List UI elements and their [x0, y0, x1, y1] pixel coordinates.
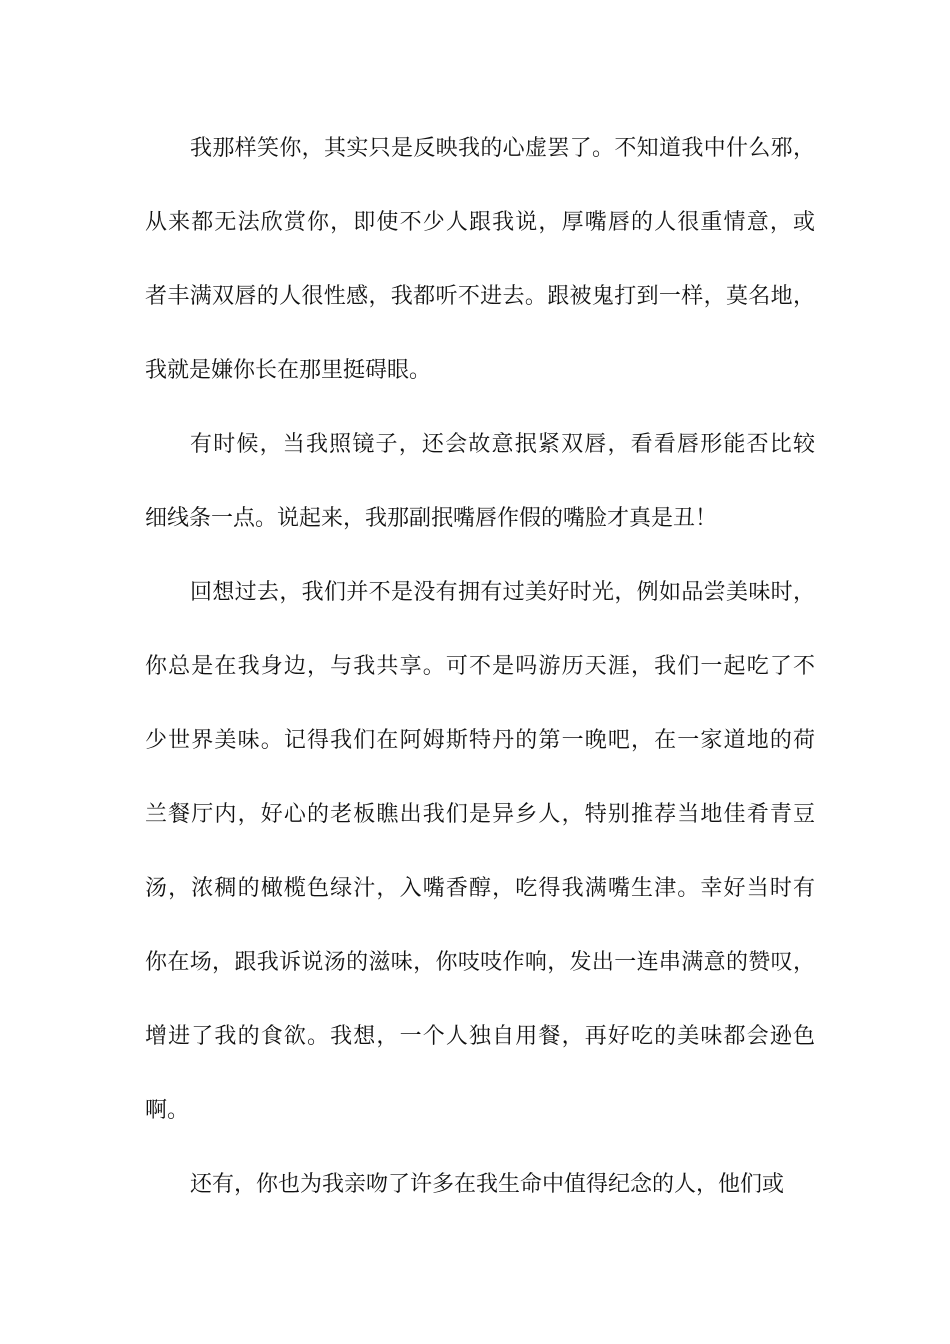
paragraph-1	[145, 130, 815, 389]
paragraph-line: 少世界美味。记得我们在阿姆斯特丹的第一晚吧，在一家道地的荷	[145, 728, 815, 753]
paragraph-line: 从来都无法欣赏你，即使不少人跟我说，厚嘴唇的人很重情意，或	[145, 210, 815, 235]
paragraph-line: 你总是在我身边，与我共享。可不是吗游历天涯，我们一起吃了不	[145, 654, 815, 679]
paragraph-line: 我就是嫌你长在那里挺碍眼。	[145, 358, 432, 383]
paragraph-line: 兰餐厅内，好心的老板瞧出我们是异乡人，特别推荐当地佳肴青豆	[145, 802, 815, 827]
paragraph-3	[145, 574, 815, 1129]
paragraph-4	[145, 1166, 815, 1203]
paragraph-line: 你在场，跟我诉说汤的滋味，你吱吱作响，发出一连串满意的赞叹，	[145, 950, 815, 975]
paragraph-line: 回想过去，我们并不是没有拥有过美好时光，例如品尝美味时，	[190, 580, 815, 605]
document-body	[145, 130, 815, 1240]
paragraph-line: 增进了我的食欲。我想，一个人独自用餐，再好吃的美味都会逊色	[145, 1024, 815, 1049]
paragraph-line: 啊。	[145, 1098, 190, 1123]
paragraph-line: 细线条一点。说起来，我那副抿嘴唇作假的嘴脸才真是丑！	[145, 506, 718, 531]
paragraph-line: 有时候，当我照镜子，还会故意抿紧双唇，看看唇形能否比较	[190, 432, 815, 457]
paragraph-2	[145, 426, 815, 537]
paragraph-line: 我那样笑你，其实只是反映我的心虚罢了。不知道我中什么邪，	[190, 136, 815, 161]
paragraph-line: 还有，你也为我亲吻了许多在我生命中值得纪念的人，他们或	[190, 1172, 785, 1197]
paragraph-line: 汤，浓稠的橄榄色绿汁，入嘴香醇，吃得我满嘴生津。幸好当时有	[145, 876, 815, 901]
paragraph-line: 者丰满双唇的人很性感，我都听不进去。跟被鬼打到一样，莫名地，	[145, 284, 815, 309]
